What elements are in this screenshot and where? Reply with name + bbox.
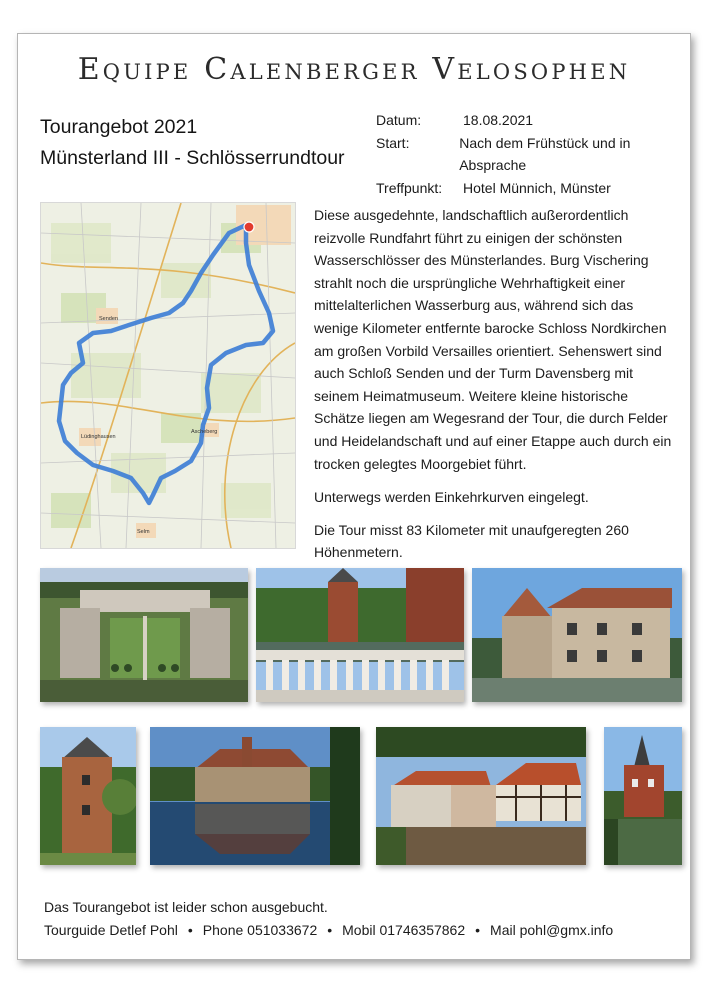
info-label: Start: xyxy=(376,134,410,151)
route-map-graphic xyxy=(41,203,295,548)
info-value: 18.08.2021 xyxy=(463,112,534,128)
map-label: Selm xyxy=(137,529,150,535)
info-value: Hotel Münnich, Münster xyxy=(463,179,611,196)
booking-notice: Das Tourangebot ist leider schon ausgebucht. xyxy=(44,899,328,915)
info-label: Datum: xyxy=(376,112,422,128)
email-address[interactable]: Mail pohl@gmx.info xyxy=(490,922,614,938)
description-paragraph: Unterwegs werden Einkehrkurven eingelegt. xyxy=(314,488,589,505)
map-label: Senden xyxy=(99,316,118,322)
tour-sheet xyxy=(17,33,691,960)
photo-castle-reflection xyxy=(150,727,360,865)
tour-description xyxy=(314,204,674,574)
photo-castle-spire xyxy=(604,727,682,865)
map-label: Lüdinghausen xyxy=(81,434,116,440)
separator-dot: • xyxy=(475,922,481,938)
info-row-start xyxy=(376,132,690,177)
tour-info xyxy=(376,109,690,199)
separator-dot: • xyxy=(187,922,193,938)
description-paragraph: Die Tour misst 83 Kilometer mit unaufgeregten 260 Höhenmetern. xyxy=(314,521,629,561)
info-row-meeting-point xyxy=(376,177,690,200)
tour-guide: Tourguide Detlef Pohl xyxy=(44,922,178,938)
description-paragraph: Diese ausgedehnte, landschaftlich außerordentlich reizvolle Rundfahrt führt zu einigen der schönsten Wasserschlösser des Münsterlandes. Burg Vischering strahlt noch die ursprüngliche Wehrhaftigkeit einer mittelalterlichen Wasserburg aus, während sich das wenige Kilometer entfernte barocke Schloss Nordkirchen am großen Vorbild Versailles orientiert. Sehenswert sind auch Schloß Senden und der Turm Davensberg mit seinem Heimatmuseum. Weitere kleine historische Schätze liegen am Wegesrand der Tour, die durch Felder und Heidelandschaft und auf einer Etappe auch durch ein trocken gelegtes Moorgebiet führt. xyxy=(314,207,672,472)
photo-palace-aerial xyxy=(40,568,248,702)
contact-line xyxy=(44,919,613,942)
footer xyxy=(44,896,613,942)
tour-title-name: Münsterland III - Schlösserrundtour xyxy=(40,147,345,169)
route-map xyxy=(40,202,296,549)
club-name: Equipe Calenberger Velosophen xyxy=(77,52,631,87)
info-label: Treffpunkt: xyxy=(376,179,443,196)
mobile-number: Mobil 01746357862 xyxy=(342,922,466,938)
info-value: Nach dem Frühstück und in Absprache xyxy=(459,134,631,173)
photo-balustrade xyxy=(256,568,464,702)
photo-round-tower xyxy=(40,727,136,865)
phone-number: Phone 051033672 xyxy=(202,922,318,938)
map-label: Ascheberg xyxy=(191,429,218,435)
photo-moated-castle xyxy=(472,568,682,702)
info-row-date xyxy=(376,109,690,132)
separator-dot: • xyxy=(327,922,333,938)
tour-title xyxy=(40,112,345,174)
tour-title-year: Tourangebot 2021 xyxy=(40,116,198,138)
photo-castle-half-timbered xyxy=(376,727,586,865)
